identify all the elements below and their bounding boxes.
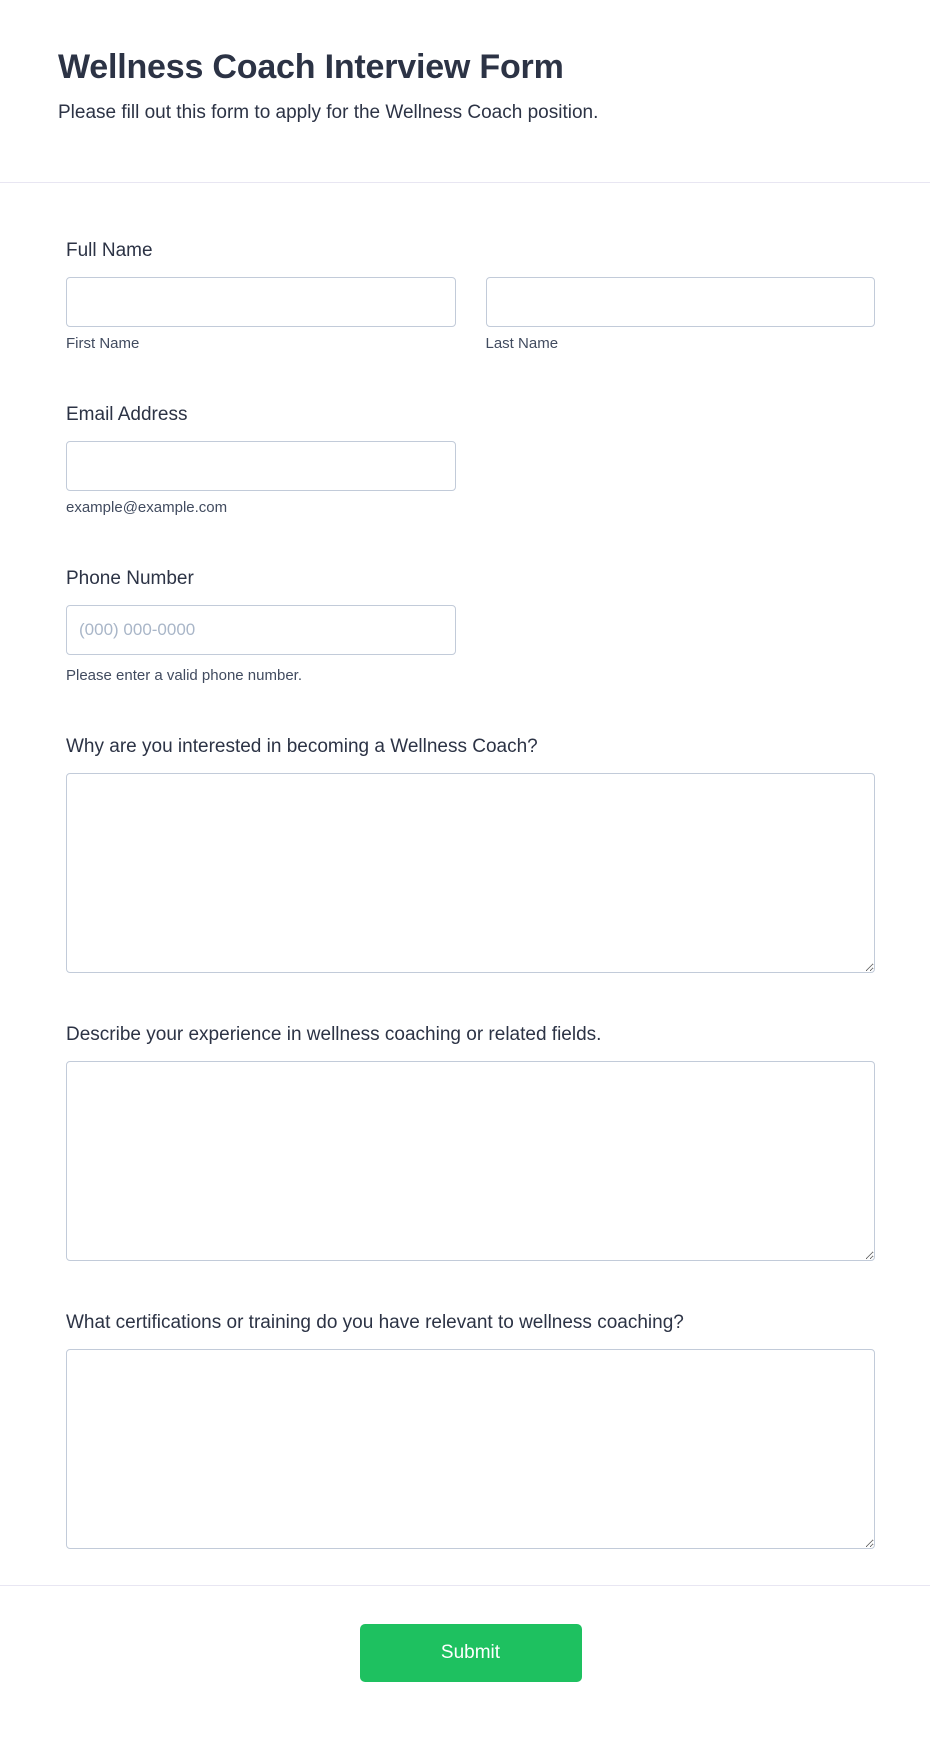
email-hint: example@example.com bbox=[66, 499, 228, 516]
submit-button[interactable]: Submit bbox=[360, 1624, 582, 1682]
phone-col bbox=[66, 605, 456, 685]
field-question-experience bbox=[66, 1023, 875, 1261]
phone-spacer bbox=[486, 605, 876, 685]
question-interest-textarea[interactable] bbox=[66, 773, 875, 973]
field-phone bbox=[66, 567, 875, 685]
question-experience-textarea[interactable] bbox=[66, 1061, 875, 1261]
email-input[interactable] bbox=[66, 441, 456, 491]
last-name-col bbox=[486, 277, 876, 353]
page-subtitle: Please fill out this form to apply for the Wellness Coach position. bbox=[58, 102, 599, 123]
email-label: Email Address bbox=[66, 404, 188, 425]
form-footer bbox=[0, 1586, 930, 1682]
last-name-input[interactable] bbox=[486, 277, 876, 327]
email-col bbox=[66, 441, 456, 517]
field-full-name bbox=[66, 239, 875, 353]
phone-hint: Please enter a valid phone number. bbox=[66, 667, 302, 684]
page-title: Wellness Coach Interview Form bbox=[58, 48, 564, 86]
question-certifications-textarea[interactable] bbox=[66, 1349, 875, 1549]
phone-input[interactable] bbox=[66, 605, 456, 655]
question-experience-label: Describe your experience in wellness coaching or related fields. bbox=[66, 1024, 602, 1045]
first-name-input[interactable] bbox=[66, 277, 456, 327]
first-name-col bbox=[66, 277, 456, 353]
phone-row bbox=[66, 605, 875, 685]
email-row bbox=[66, 441, 875, 517]
form-header bbox=[0, 0, 930, 182]
field-email bbox=[66, 403, 875, 517]
question-certifications-label: What certifications or training do you have relevant to wellness coaching? bbox=[66, 1312, 684, 1333]
field-question-certifications bbox=[66, 1311, 875, 1549]
last-name-sublabel: Last Name bbox=[485, 335, 559, 352]
email-spacer bbox=[486, 441, 876, 517]
field-question-interest bbox=[66, 735, 875, 973]
full-name-label: Full Name bbox=[66, 240, 153, 261]
name-row bbox=[66, 277, 875, 353]
question-interest-label: Why are you interested in becoming a Wellness Coach? bbox=[66, 736, 538, 757]
form-body bbox=[0, 183, 930, 1585]
first-name-sublabel: First Name bbox=[66, 335, 140, 352]
phone-label: Phone Number bbox=[66, 568, 194, 589]
